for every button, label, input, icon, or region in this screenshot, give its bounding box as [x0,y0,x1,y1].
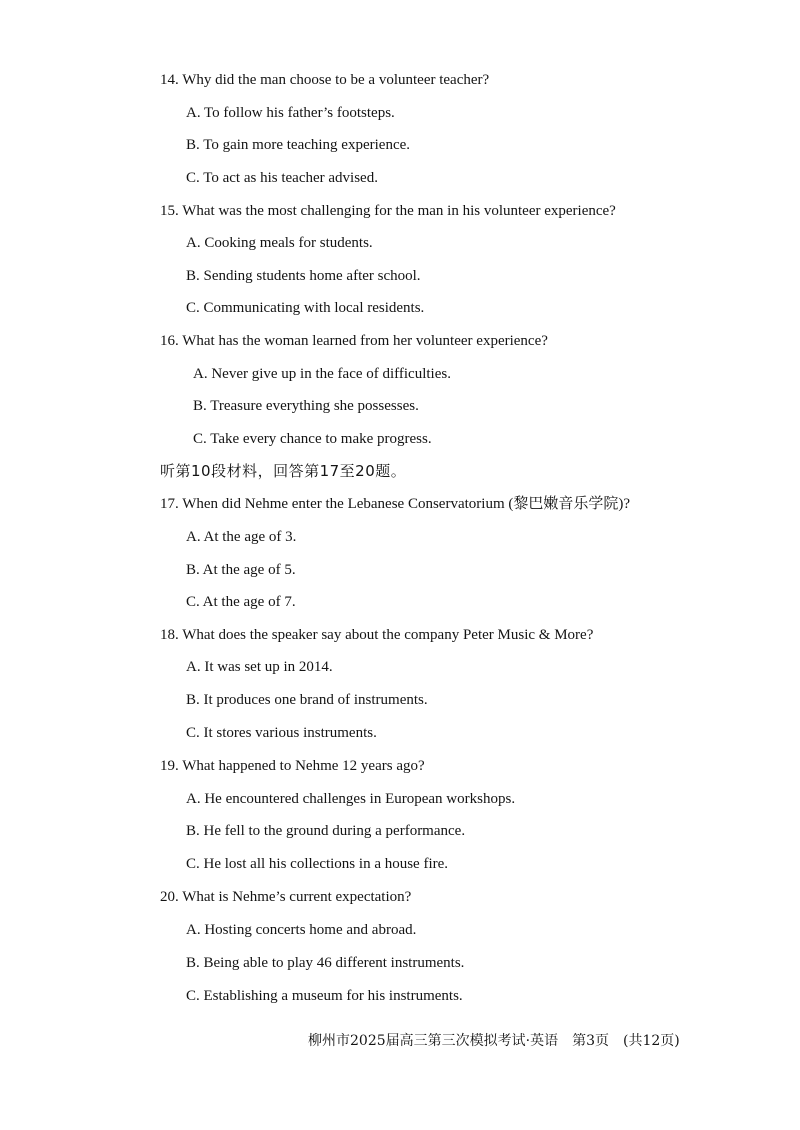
question-18-stem: 18. What does the speaker say about the company Peter Music & More? [160,627,594,643]
question-15-option-a: A. Cooking meals for students. [186,235,373,251]
question-18-option-c: C. It stores various instruments. [186,725,377,741]
question-18-option-a: A. It was set up in 2014. [186,659,333,675]
question-17-option-c: C. At the age of 7. [186,594,296,610]
question-14-option-c: C. To act as his teacher advised. [186,170,378,186]
question-14-option-a: A. To follow his father’s footsteps. [186,105,395,121]
section-heading: 听第10段材料，回答第17至20题。 [160,462,407,480]
question-16-stem: 16. What has the woman learned from her volunteer experience? [160,333,548,349]
question-19-option-b: B. He fell to the ground during a performance. [186,823,466,839]
question-15-stem: 15. What was the most challenging for the man in his volunteer experience? [160,203,616,219]
question-16-option-a: A. Never give up in the face of difficulties. [193,366,451,382]
question-20-stem: 20. What is Nehme’s current expectation? [160,889,412,905]
question-20-option-a: A. Hosting concerts home and abroad. [186,922,417,938]
question-20-option-c: C. Establishing a museum for his instruments. [186,988,463,1004]
page-footer: 柳州市2025届高三第三次模拟考试·英语 第3页 (共12页) [308,1033,680,1049]
question-17-option-b: B. At the age of 5. [186,562,296,578]
question-16-option-c: C. Take every chance to make progress. [193,431,432,447]
question-18-option-b: B. It produces one brand of instruments. [186,692,428,708]
question-19-stem: 19. What happened to Nehme 12 years ago? [160,758,425,774]
question-15-option-c: C. Communicating with local residents. [186,300,425,316]
question-16-option-b: B. Treasure everything she possesses. [193,398,419,414]
question-19-option-c: C. He lost all his collections in a house fire. [186,856,449,872]
question-19-option-a: A. He encountered challenges in European workshops. [186,791,516,807]
question-17-stem: 17. When did Nehme enter the Lebanese Conservatorium (黎巴嫩音乐学院)? [160,496,631,512]
question-15-option-b: B. Sending students home after school. [186,268,421,284]
question-14-option-b: B. To gain more teaching experience. [186,137,411,153]
question-17-option-a: A. At the age of 3. [186,529,297,545]
question-14-stem: 14. Why did the man choose to be a volunteer teacher? [160,72,490,88]
question-20-option-b: B. Being able to play 46 different instruments. [186,955,465,971]
